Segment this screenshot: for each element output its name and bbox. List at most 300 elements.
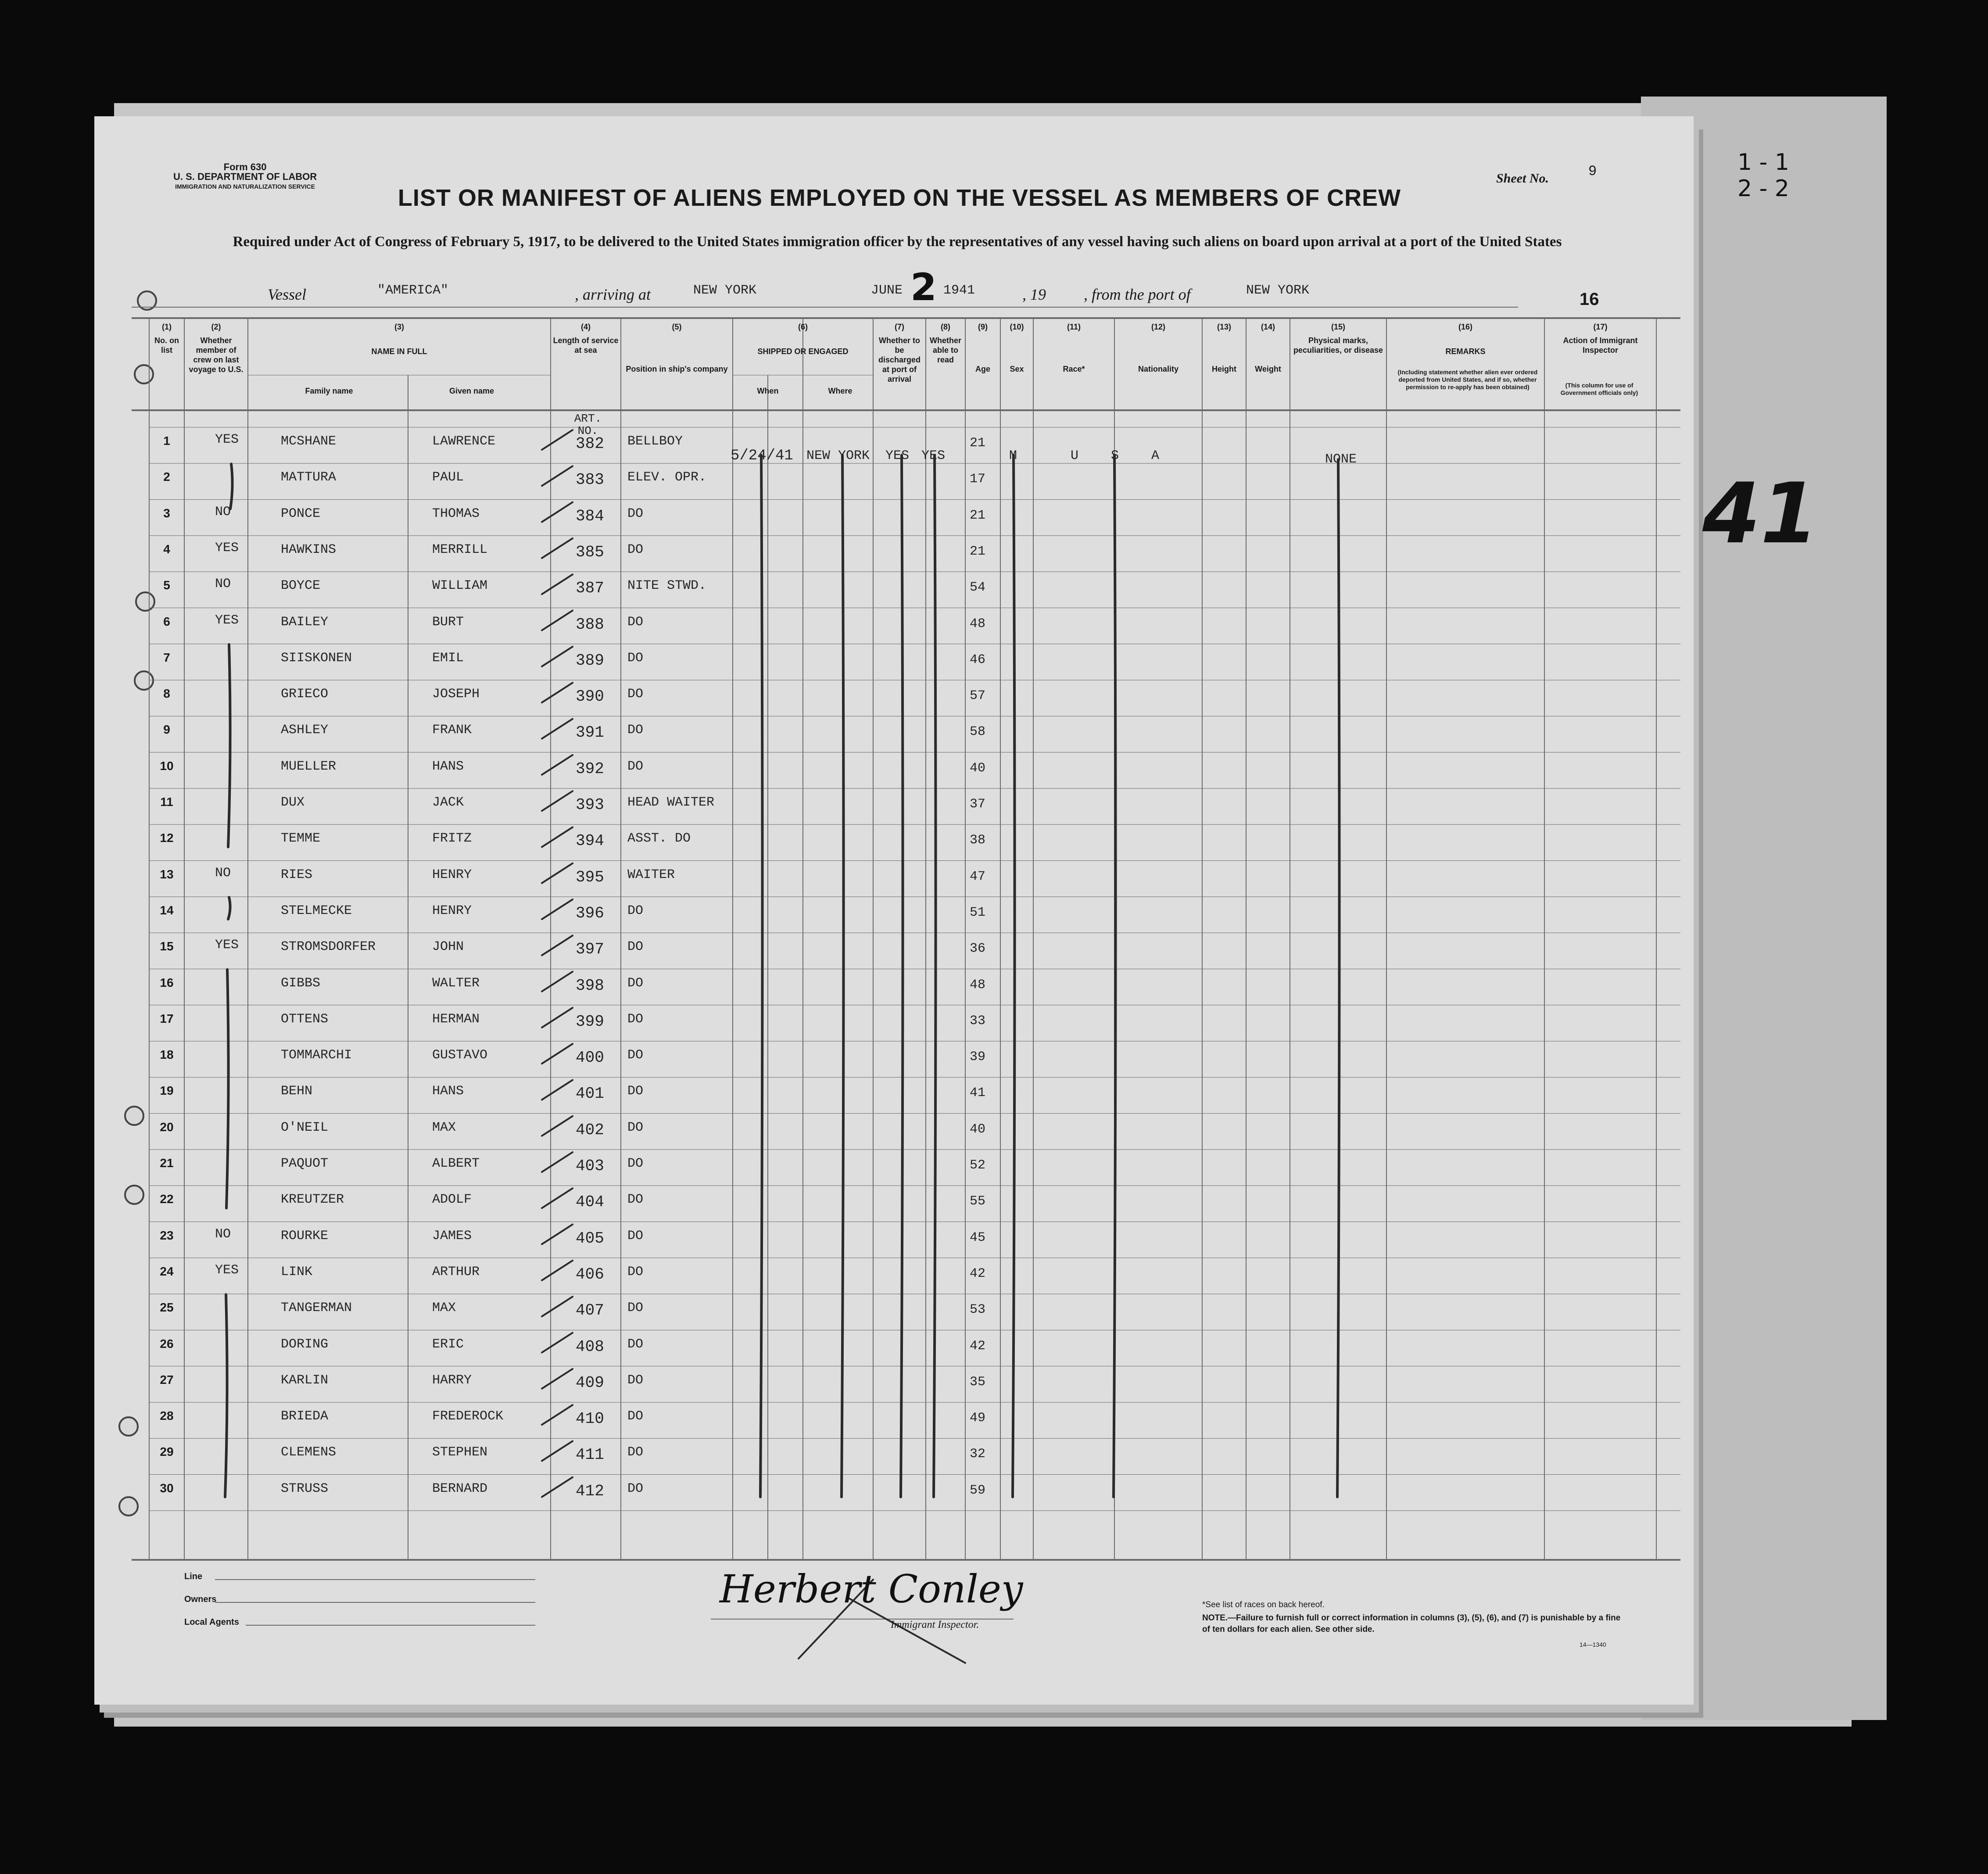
- tick-mark: [542, 1008, 573, 1028]
- family-name: MATTURA: [281, 470, 337, 485]
- position: DO: [627, 1192, 644, 1208]
- tick-mark: [542, 791, 573, 811]
- column-label: Nationality: [1138, 365, 1178, 373]
- position: DO: [627, 975, 644, 991]
- service-length: 396: [576, 904, 604, 922]
- age: 58: [970, 724, 986, 740]
- column-number: (3): [394, 322, 404, 331]
- row-number: 8: [163, 687, 170, 701]
- row-number: 19: [160, 1084, 174, 1098]
- discharged-value: YES: [885, 448, 910, 463]
- age: 40: [970, 1122, 986, 1137]
- tick-mark: [542, 864, 573, 883]
- given-name: STEPHEN: [432, 1445, 488, 1460]
- tick-mark: [542, 935, 573, 955]
- age: 49: [970, 1411, 986, 1426]
- family-name: KARLIN: [281, 1372, 329, 1388]
- ditto-voyage: [230, 464, 233, 509]
- family-name: MCSHANE: [281, 434, 337, 449]
- year-prefix: , 19: [1022, 286, 1046, 303]
- service-length: 403: [576, 1157, 604, 1175]
- column-label: Whether to be discharged at port of arrival: [878, 336, 921, 383]
- family-name: GRIECO: [281, 687, 329, 702]
- column-number: (17): [1593, 322, 1608, 331]
- position: DO: [627, 650, 644, 666]
- given-name: ADOLF: [432, 1192, 472, 1208]
- ditto-read: [934, 455, 936, 1497]
- given-name: HANS: [432, 1084, 464, 1099]
- age: 46: [970, 652, 986, 667]
- row-number: 7: [163, 650, 170, 664]
- age: 54: [970, 580, 986, 595]
- crew-last-voyage: YES: [215, 1262, 239, 1278]
- given-name: HENRY: [432, 867, 472, 882]
- position: DO: [627, 939, 644, 955]
- tick-mark: [542, 611, 573, 631]
- row-number: 22: [160, 1192, 174, 1206]
- tick-mark: [542, 574, 573, 594]
- ditto-when: [760, 455, 763, 1497]
- given-name: MAX: [432, 1301, 456, 1316]
- column-label: Physical marks, peculiarities, or disease: [1293, 336, 1383, 355]
- position: HEAD WAITER: [627, 795, 715, 810]
- given-name: LAWRENCE: [432, 434, 496, 449]
- service-length: 399: [576, 1012, 604, 1031]
- age: 33: [970, 1013, 986, 1028]
- from-port-label: , from the port of: [1084, 286, 1191, 303]
- given-name: WILLIAM: [432, 578, 488, 594]
- column-label: Position in ship's company: [626, 365, 728, 373]
- service-length: 383: [576, 471, 604, 489]
- age: 21: [970, 508, 986, 523]
- row-number: 26: [160, 1337, 174, 1351]
- family-name: STROMSDORFER: [281, 939, 376, 955]
- page-count: 16: [1580, 290, 1599, 309]
- column-label: No. on list: [154, 336, 179, 355]
- row-number: 16: [160, 975, 174, 989]
- given-name: FRANK: [432, 723, 472, 738]
- inspector-signature: Herbert Conley: [720, 1566, 1023, 1612]
- footer-agents-label: Local Agents: [184, 1617, 239, 1627]
- tick-mark: [542, 538, 573, 558]
- given-name: THOMAS: [432, 506, 480, 521]
- position: ASST. DO: [627, 831, 691, 846]
- inspector-note: (This column for use of Government officials only): [1560, 382, 1638, 396]
- tick-mark: [542, 1441, 573, 1461]
- row-number: 25: [160, 1301, 174, 1315]
- tick-mark: [542, 1116, 573, 1136]
- column-label: NAME IN FULL: [371, 347, 427, 356]
- column-label: Length of service at sea: [553, 336, 619, 355]
- family-name: OTTENS: [281, 1011, 329, 1027]
- given-name: MERRILL: [432, 542, 488, 557]
- tick-mark: [542, 899, 573, 919]
- service-length: 387: [576, 579, 604, 598]
- tick-mark: [542, 1225, 573, 1244]
- department: U. S. DEPARTMENT OF LABOR: [173, 171, 317, 182]
- column-label: SHIPPED OR ENGAGED: [757, 347, 849, 356]
- position: DO: [627, 1048, 644, 1063]
- age: 21: [970, 436, 986, 451]
- family-name: ASHLEY: [281, 723, 329, 738]
- given-name: FRITZ: [432, 831, 472, 846]
- age: 48: [970, 616, 986, 631]
- row-number: 11: [160, 795, 173, 809]
- given-name: WALTER: [432, 975, 480, 991]
- service-length: 408: [576, 1337, 604, 1356]
- row-number: 23: [160, 1228, 174, 1242]
- age: 47: [970, 869, 986, 884]
- from-port: NEW YORK: [1246, 283, 1310, 298]
- service-length: 389: [576, 651, 604, 670]
- arriving-port: NEW YORK: [693, 283, 757, 298]
- tick-mark: [542, 1369, 573, 1389]
- tick-mark: [542, 1080, 573, 1100]
- row-number: 18: [160, 1048, 174, 1062]
- crew-last-voyage: NO: [215, 1226, 231, 1242]
- age: 55: [970, 1194, 986, 1209]
- row-number: 10: [160, 759, 174, 773]
- column-label: Weight: [1255, 365, 1281, 373]
- position: NITE STWD.: [627, 578, 707, 594]
- service-length: 401: [576, 1085, 604, 1103]
- position: DO: [627, 723, 644, 738]
- age: 40: [970, 760, 986, 776]
- crew-last-voyage: NO: [215, 504, 231, 520]
- family-name: O'NEIL: [281, 1120, 329, 1135]
- position: DO: [627, 1445, 644, 1460]
- column-number: (13): [1217, 322, 1231, 331]
- position: DO: [627, 1120, 644, 1135]
- given-name: JOSEPH: [432, 687, 480, 702]
- ditto-voyage: [228, 645, 230, 847]
- row-number: 28: [160, 1409, 174, 1423]
- print-code: 14—1340: [1580, 1641, 1606, 1648]
- service-length: 394: [576, 832, 604, 850]
- given-name: HANS: [432, 759, 464, 774]
- tick-mark: [542, 1405, 573, 1425]
- given-name: ALBERT: [432, 1156, 480, 1171]
- age: 42: [970, 1338, 986, 1354]
- position: DO: [627, 759, 644, 774]
- column-number: (2): [211, 322, 221, 331]
- row-number: 2: [163, 470, 170, 484]
- age: 59: [970, 1483, 986, 1498]
- position: DO: [627, 1301, 644, 1316]
- service-length: 409: [576, 1373, 604, 1392]
- position: DO: [627, 687, 644, 702]
- given-name: FREDEROCK: [432, 1409, 504, 1424]
- service-length: 402: [576, 1121, 604, 1139]
- column-label: Sex: [1010, 365, 1024, 373]
- column-label: REMARKS: [1445, 347, 1486, 356]
- service-length: 411: [576, 1446, 604, 1464]
- age: 48: [970, 977, 986, 993]
- position: BELLBOY: [627, 434, 683, 449]
- position: DO: [627, 1011, 644, 1027]
- margin-note-2: 2 - 2: [1737, 176, 1789, 202]
- row-number: 29: [160, 1445, 174, 1459]
- position: DO: [627, 1337, 644, 1352]
- margin-note-1: 1 - 1: [1737, 149, 1789, 176]
- tick-mark: [542, 719, 573, 738]
- when-header: When: [757, 387, 779, 395]
- column-number: (7): [895, 322, 904, 331]
- given-name: BURT: [432, 614, 464, 630]
- service-length: 407: [576, 1301, 604, 1320]
- footer-line-label: Line: [184, 1572, 203, 1581]
- family-name-header: Family name: [305, 387, 353, 395]
- family-name: STRUSS: [281, 1481, 329, 1496]
- family-name: GIBBS: [281, 975, 321, 991]
- given-name: JAMES: [432, 1228, 472, 1243]
- family-name: STELMECKE: [281, 903, 352, 918]
- footer-owners-label: Owners: [184, 1595, 217, 1604]
- family-name: DUX: [281, 795, 305, 810]
- given-name: HERMAN: [432, 1011, 480, 1027]
- family-name: TEMME: [281, 831, 321, 846]
- row-number: 21: [160, 1156, 174, 1170]
- row-number: 15: [160, 939, 174, 953]
- document-subtitle: Required under Act of Congress of February 5, 1917, to be delivered to the United States immigration officer by the representatives of any vessel having such aliens on board upon arrival at a port of the United States: [233, 234, 1562, 250]
- row-number: 9: [163, 723, 170, 737]
- tick-mark: [542, 1477, 573, 1497]
- age: 57: [970, 688, 986, 704]
- age: 36: [970, 941, 986, 957]
- age: 39: [970, 1050, 986, 1065]
- family-name: HAWKINS: [281, 542, 337, 557]
- row-number: 1: [163, 434, 170, 448]
- shipped-when: 5/24/41: [731, 448, 793, 464]
- service: IMMIGRATION AND NATURALIZATION SERVICE: [175, 183, 315, 190]
- position: DO: [627, 506, 644, 521]
- crew-last-voyage: YES: [215, 540, 239, 555]
- inspector-label: Immigrant Inspector.: [891, 1619, 979, 1630]
- column-label: Race*: [1063, 365, 1085, 373]
- given-name: HARRY: [432, 1372, 472, 1388]
- penalty-note: NOTE.—Failure to furnish full or correct information in columns (3), (5), (6), and (7) is punishable by a fine of ten dollars for each alien. See other side.: [1202, 1613, 1621, 1634]
- tick-mark: [542, 972, 573, 992]
- column-label: Action of Immigrant Inspector: [1563, 336, 1638, 355]
- arrival-year: 1941: [943, 283, 975, 298]
- shipped-where: NEW YORK: [806, 448, 870, 463]
- service-length: 398: [576, 976, 604, 995]
- margin-note-side: 41: [1702, 465, 1819, 562]
- given-name-header: Given name: [449, 387, 494, 395]
- age: 35: [970, 1374, 986, 1390]
- family-name: BAILEY: [281, 614, 329, 630]
- column-number: (16): [1458, 322, 1472, 331]
- column-number: (11): [1067, 322, 1081, 331]
- position: DO: [627, 1372, 644, 1388]
- column-number: (8): [941, 322, 950, 331]
- family-name: PAQUOT: [281, 1156, 329, 1171]
- age: 45: [970, 1230, 986, 1245]
- family-name: DORING: [281, 1337, 329, 1352]
- sheet-no-label: Sheet No.: [1496, 171, 1549, 186]
- family-name: CLEMENS: [281, 1445, 337, 1460]
- family-name: ROURKE: [281, 1228, 329, 1243]
- column-label: Whether member of crew on last voyage to U.S.: [189, 336, 244, 374]
- service-length: 384: [576, 507, 604, 525]
- able-to-read-value: YES: [921, 448, 946, 463]
- document-title: LIST OR MANIFEST OF ALIENS EMPLOYED ON THE VESSEL AS MEMBERS OF CREW: [398, 185, 1401, 211]
- row-number: 14: [160, 903, 174, 917]
- family-name: TOMMARCHI: [281, 1048, 352, 1063]
- service-length: 382: [576, 435, 604, 453]
- age: 17: [970, 472, 986, 487]
- family-name: SIISKONEN: [281, 650, 352, 666]
- family-name: TANGERMAN: [281, 1301, 352, 1316]
- service-length: 395: [576, 868, 604, 886]
- tick-mark: [542, 683, 573, 702]
- ditto-sex: [1013, 455, 1015, 1497]
- service-length: 412: [576, 1482, 604, 1500]
- art-no-label: ART. NO.: [574, 412, 602, 437]
- column-label: Age: [975, 365, 990, 373]
- age: 42: [970, 1266, 986, 1281]
- family-name: KREUTZER: [281, 1192, 344, 1208]
- row-number: 12: [160, 831, 174, 845]
- tick-mark: [542, 1333, 573, 1353]
- given-name: EMIL: [432, 650, 464, 666]
- column-label: Height: [1212, 365, 1236, 373]
- ditto-race: [1114, 455, 1116, 1497]
- sex-value: M: [1009, 448, 1017, 463]
- age: 38: [970, 833, 986, 848]
- physical-marks-value: NONE: [1325, 452, 1357, 467]
- ditto-voyage: [228, 897, 230, 919]
- given-name: PAUL: [432, 470, 464, 485]
- service-length: 388: [576, 615, 604, 634]
- position: DO: [627, 1228, 644, 1243]
- tick-mark: [542, 1152, 573, 1172]
- column-number: (4): [581, 322, 591, 331]
- arriving-label: , arriving at: [575, 286, 651, 303]
- service-length: 405: [576, 1229, 604, 1247]
- given-name: ERIC: [432, 1337, 464, 1352]
- where-header: Where: [828, 387, 853, 395]
- given-name: JACK: [432, 795, 464, 810]
- ditto-discharged: [901, 455, 903, 1497]
- service-length: 391: [576, 724, 604, 742]
- position: WAITER: [627, 867, 675, 882]
- tick-mark: [542, 1044, 573, 1064]
- arrival-day-handwritten: 2: [910, 265, 937, 309]
- tick-mark: [542, 1188, 573, 1208]
- ditto-where: [842, 455, 844, 1497]
- row-number: 13: [160, 867, 174, 881]
- given-name: MAX: [432, 1120, 456, 1135]
- row-number: 5: [163, 578, 170, 592]
- tick-mark: [542, 466, 573, 486]
- tick-mark: [542, 755, 573, 775]
- tick-mark: [542, 647, 573, 666]
- row-number: 24: [160, 1264, 174, 1278]
- service-length: 404: [576, 1193, 604, 1211]
- crew-last-voyage: YES: [215, 613, 239, 628]
- crew-last-voyage: YES: [215, 938, 239, 953]
- column-number: (12): [1151, 322, 1165, 331]
- crew-last-voyage: YES: [215, 432, 239, 447]
- column-number: (6): [798, 322, 808, 331]
- column-number: (9): [978, 322, 988, 331]
- ditto-physical: [1337, 459, 1340, 1497]
- given-name: JOHN: [432, 939, 464, 955]
- column-number: (1): [162, 322, 172, 331]
- column-number: (15): [1331, 322, 1345, 331]
- service-length: 397: [576, 940, 604, 959]
- family-name: LINK: [281, 1264, 313, 1279]
- tick-mark: [542, 1261, 573, 1280]
- column-label: Whether able to read: [930, 336, 961, 364]
- column-number: (10): [1010, 322, 1024, 331]
- arrival-month: JUNE: [871, 283, 903, 298]
- service-length: 393: [576, 796, 604, 814]
- form-number: Form 630: [223, 161, 267, 172]
- family-name: BEHN: [281, 1084, 313, 1099]
- column-number: (14): [1261, 322, 1275, 331]
- age: 37: [970, 797, 986, 812]
- sheet-no-value: 9: [1588, 163, 1597, 179]
- vessel-name: "AMERICA": [377, 283, 449, 298]
- service-length: 410: [576, 1410, 604, 1428]
- service-length: 385: [576, 543, 604, 561]
- age: 52: [970, 1158, 986, 1173]
- position: DO: [627, 1409, 644, 1424]
- tick-mark: [542, 430, 573, 450]
- ditto-voyage: [226, 970, 229, 1208]
- age: 32: [970, 1447, 986, 1462]
- service-length: 392: [576, 760, 604, 778]
- family-name: PONCE: [281, 506, 321, 521]
- ditto-voyage: [225, 1294, 227, 1497]
- column-number: (5): [672, 322, 682, 331]
- row-number: 17: [160, 1011, 174, 1025]
- family-name: MUELLER: [281, 759, 337, 774]
- given-name: ARTHUR: [432, 1264, 480, 1279]
- races-note: *See list of races on back hereof.: [1202, 1600, 1325, 1609]
- age: 21: [970, 544, 986, 559]
- position: DO: [627, 1481, 644, 1496]
- age: 53: [970, 1302, 986, 1318]
- position: DO: [627, 614, 644, 630]
- family-name: RIES: [281, 867, 313, 882]
- crew-last-voyage: NO: [215, 577, 231, 592]
- row-number: 4: [163, 542, 170, 556]
- row-number: 30: [160, 1481, 174, 1495]
- given-name: HENRY: [432, 903, 472, 918]
- tick-mark: [542, 502, 573, 522]
- family-name: BOYCE: [281, 578, 321, 594]
- row-number: 20: [160, 1120, 174, 1134]
- age: 41: [970, 1086, 986, 1101]
- age: 51: [970, 905, 986, 920]
- remarks-note: (Including statement whether alien ever ordered deported from United States, and if so, whether permission to re-apply has been obtained): [1397, 369, 1538, 391]
- family-name: BRIEDA: [281, 1409, 329, 1424]
- row-number: 6: [163, 614, 170, 628]
- vessel-label: Vessel: [268, 286, 306, 303]
- position: DO: [627, 1264, 644, 1279]
- service-length: 406: [576, 1265, 604, 1283]
- position: DO: [627, 903, 644, 918]
- given-name: BERNARD: [432, 1481, 488, 1496]
- tick-mark: [542, 827, 573, 847]
- position: ELEV. OPR.: [627, 470, 707, 485]
- service-length: 390: [576, 688, 604, 706]
- race-value: U S A: [1071, 448, 1172, 463]
- position: DO: [627, 1156, 644, 1171]
